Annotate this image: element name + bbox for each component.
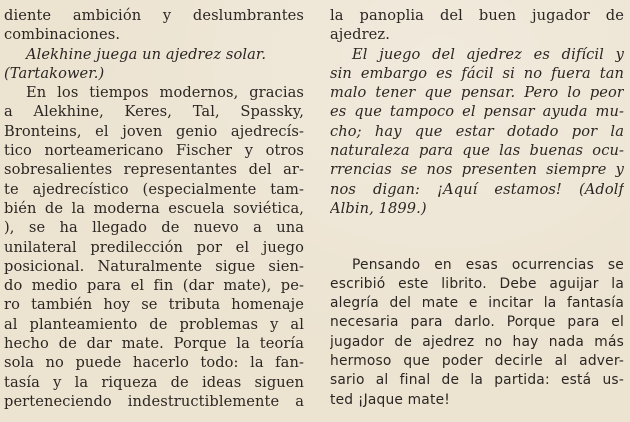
quote-line: Alekhine juega un ajedrez solar. — [26, 45, 267, 63]
text-line: la panoplia del buen jugador de — [330, 7, 624, 24]
text-line: necesaria para darlo. Porque para el — [330, 314, 624, 331]
quote-line: nos digan: ¡Aquí estamos! (Adolf — [330, 180, 624, 198]
text-line: bién de la moderna escuela soviética, — [4, 199, 304, 217]
text-line: Bronteins, el joven genio ajedrecís- — [4, 122, 304, 140]
text-line: ajedrez. — [330, 26, 390, 44]
quote-line: cho; hay que estar dotado por la — [330, 122, 624, 140]
text-line: hermoso que poder decirle al adver- — [330, 353, 624, 370]
text-line: escribió este librito. Debe aguijar la — [330, 275, 624, 292]
text-line: al planteamiento de problemas y al — [4, 315, 304, 333]
text-line: hecho de dar mate. Porque la teoría — [4, 335, 304, 353]
text-line: sario al final de la partida: está us- — [330, 372, 624, 389]
quote-line: sin embargo es fácil si no fuera tan — [330, 64, 624, 82]
text-line: Pensando en esas ocurrencias se — [352, 256, 624, 273]
text-line: do medio para el fin (dar mate), pe- — [4, 277, 304, 295]
text-line: tasía y la riqueza de ideas siguen — [4, 373, 304, 391]
quote-line: malo tener que pensar. Pero lo peor — [330, 84, 624, 102]
text-line: a Alekhine, Keres, Tal, Spassky, — [4, 103, 304, 121]
text-line: jugador de ajedrez no hay nada más — [330, 333, 624, 350]
left-column — [4, 6, 304, 411]
text-line: sola no puede hacerlo todo: la fan- — [4, 354, 304, 372]
quote-line: rrencias se nos presenten siempre y — [330, 161, 624, 179]
text-line: posicional. Naturalmente sigue sien- — [4, 257, 304, 275]
text-line: ro también hoy se tributa homenaje — [4, 296, 304, 314]
text-line: combinaciones. — [4, 26, 121, 44]
quote-line: naturaleza para que las buenas ocu- — [330, 142, 624, 160]
text-line: alegría del mate e incitar la fantasía — [330, 295, 624, 312]
text-line: sobresalientes representantes del ar- — [4, 161, 304, 179]
text-line: perteneciendo indestructiblemente a — [4, 392, 304, 410]
quote-attribution: Albin, 1899.) — [330, 199, 427, 217]
text-line: ted ¡Jaque mate! — [330, 391, 450, 408]
text-line: te ajedrecístico (especialmente tam- — [4, 180, 304, 198]
text-line: diente ambición y deslumbrantes — [4, 7, 304, 24]
text-line: En los tiempos modernos, gracias — [26, 84, 304, 102]
closing-paragraph — [330, 236, 624, 410]
quote-line: El juego del ajedrez es difícil y — [352, 45, 624, 63]
text-line: ), se ha llegado de nuevo a una — [4, 219, 304, 237]
text-line: unilateral predilección por el juego — [4, 238, 304, 256]
quote-line: es que tampoco el pensar ayuda mu- — [330, 103, 624, 121]
quote-attribution: (Tartakower.) — [4, 64, 105, 82]
text-line: tico norteamericano Fischer y otros — [4, 142, 304, 160]
right-column — [330, 6, 624, 410]
